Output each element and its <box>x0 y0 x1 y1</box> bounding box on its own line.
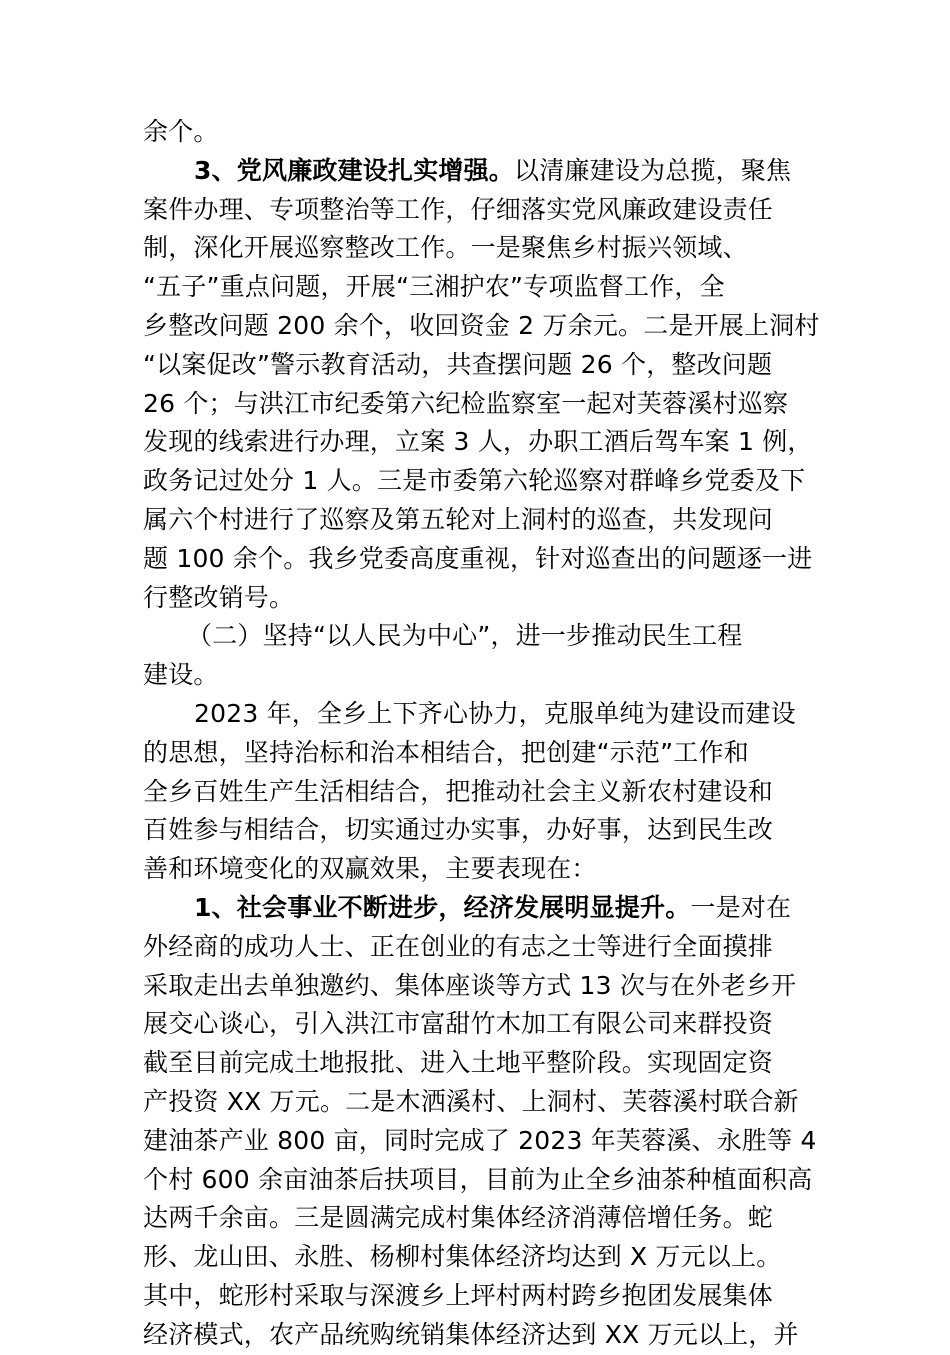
text-line: 属六个村进行了巡察及第五轮对上洞村的巡查，共发现问 <box>143 504 774 534</box>
heading-paragraph <box>143 889 811 928</box>
text-line: 制，深化开展巡察整改工作。一是聚焦乡村振兴领域、 <box>143 233 748 263</box>
text-run: 一是对在 <box>690 892 792 922</box>
text-line: 题 100 余个。我乡党委高度重视，针对巡查出的问题逐一进 <box>143 543 813 573</box>
text-line: 其中，蛇形村采取与深渡乡上坪村两村跨乡抱团发展集体 <box>143 1280 774 1310</box>
text-line: 百姓参与相结合，切实通过办实事，办好事，达到民生改 <box>143 815 774 845</box>
text-line: 案件办理、专项整治等工作，仔细落实党风廉政建设责任 <box>143 194 774 224</box>
section-heading: 3、党风廉政建设扎实增强。 <box>194 155 514 185</box>
heading-paragraph <box>143 152 811 191</box>
text-line: 的思想，坚持治标和治本相结合，把创建“示范”工作和 <box>143 737 749 767</box>
text-line: 产投资 XX 万元。二是木洒溪村、上洞村、芙蓉溪村联合新 <box>143 1086 799 1116</box>
text-line: 26 个；与洪江市纪委第六纪检监察室一起对芙蓉溪村巡察 <box>143 388 789 418</box>
text-line: 建设。 <box>143 660 219 690</box>
text-line: 建油茶产业 800 亩，同时完成了 2023 年芙蓉溪、永胜等 4 <box>143 1125 817 1155</box>
text-line: 采取走出去单独邀约、集体座谈等方式 13 次与在外老乡开 <box>143 970 797 1000</box>
text-line: 形、龙山田、永胜、杨柳村集体经济均达到 X 万元以上。 <box>143 1242 782 1272</box>
document-page <box>143 113 820 1355</box>
text-line: 截至目前完成土地报批、进入土地平整阶段。实现固定资 <box>143 1048 774 1078</box>
text-line: 外经商的成功人士、正在创业的有志之士等进行全面摸排 <box>143 931 774 961</box>
text-line: 发现的线索进行办理，立案 3 人，办职工酒后驾车案 1 例， <box>143 427 813 457</box>
text-line: 展交心谈心，引入洪江市富甜竹木加工有限公司来群投资 <box>143 1009 774 1039</box>
text-line: 全乡百姓生产生活相结合，把推动社会主义新农村建设和 <box>143 776 774 806</box>
section-heading: 1、社会事业不断进步，经济发展明显提升。 <box>194 892 691 922</box>
text-line: 余个。 <box>143 117 219 146</box>
text-line: 善和环境变化的双赢效果，主要表现在： <box>143 854 597 884</box>
text-line: “以案促改”警示教育活动，共查摆问题 26 个，整改问题 <box>143 349 773 379</box>
subsection-heading: （二）坚持“以人民为中心”，进一步推动民生工程 <box>187 621 743 651</box>
paragraph-start: 2023 年，全乡上下齐心协力，克服单纯为建设而建设 <box>194 698 796 728</box>
text-line: 政务记过处分 1 人。三是市委第六轮巡察对群峰乡党委及下 <box>143 466 806 496</box>
text-line: 行整改销号。 <box>143 582 295 612</box>
text-line: 个村 600 余亩油茶后扶项目，目前为止全乡油茶种植面积高 <box>143 1164 813 1194</box>
text-line: 乡整改问题 200 余个，收回资金 2 万余元。二是开展上洞村 <box>143 310 820 340</box>
text-line: 达两千余亩。三是圆满完成村集体经济消薄倍增任务。蛇 <box>143 1203 774 1233</box>
text-line: “五子”重点问题，开展“三湘护农”专项监督工作，全 <box>143 272 725 302</box>
text-run: 以清廉建设为总揽，聚焦 <box>514 155 792 185</box>
text-line: 经济模式，农产品统购统销集体经济达到 XX 万元以上，并 <box>143 1319 799 1349</box>
